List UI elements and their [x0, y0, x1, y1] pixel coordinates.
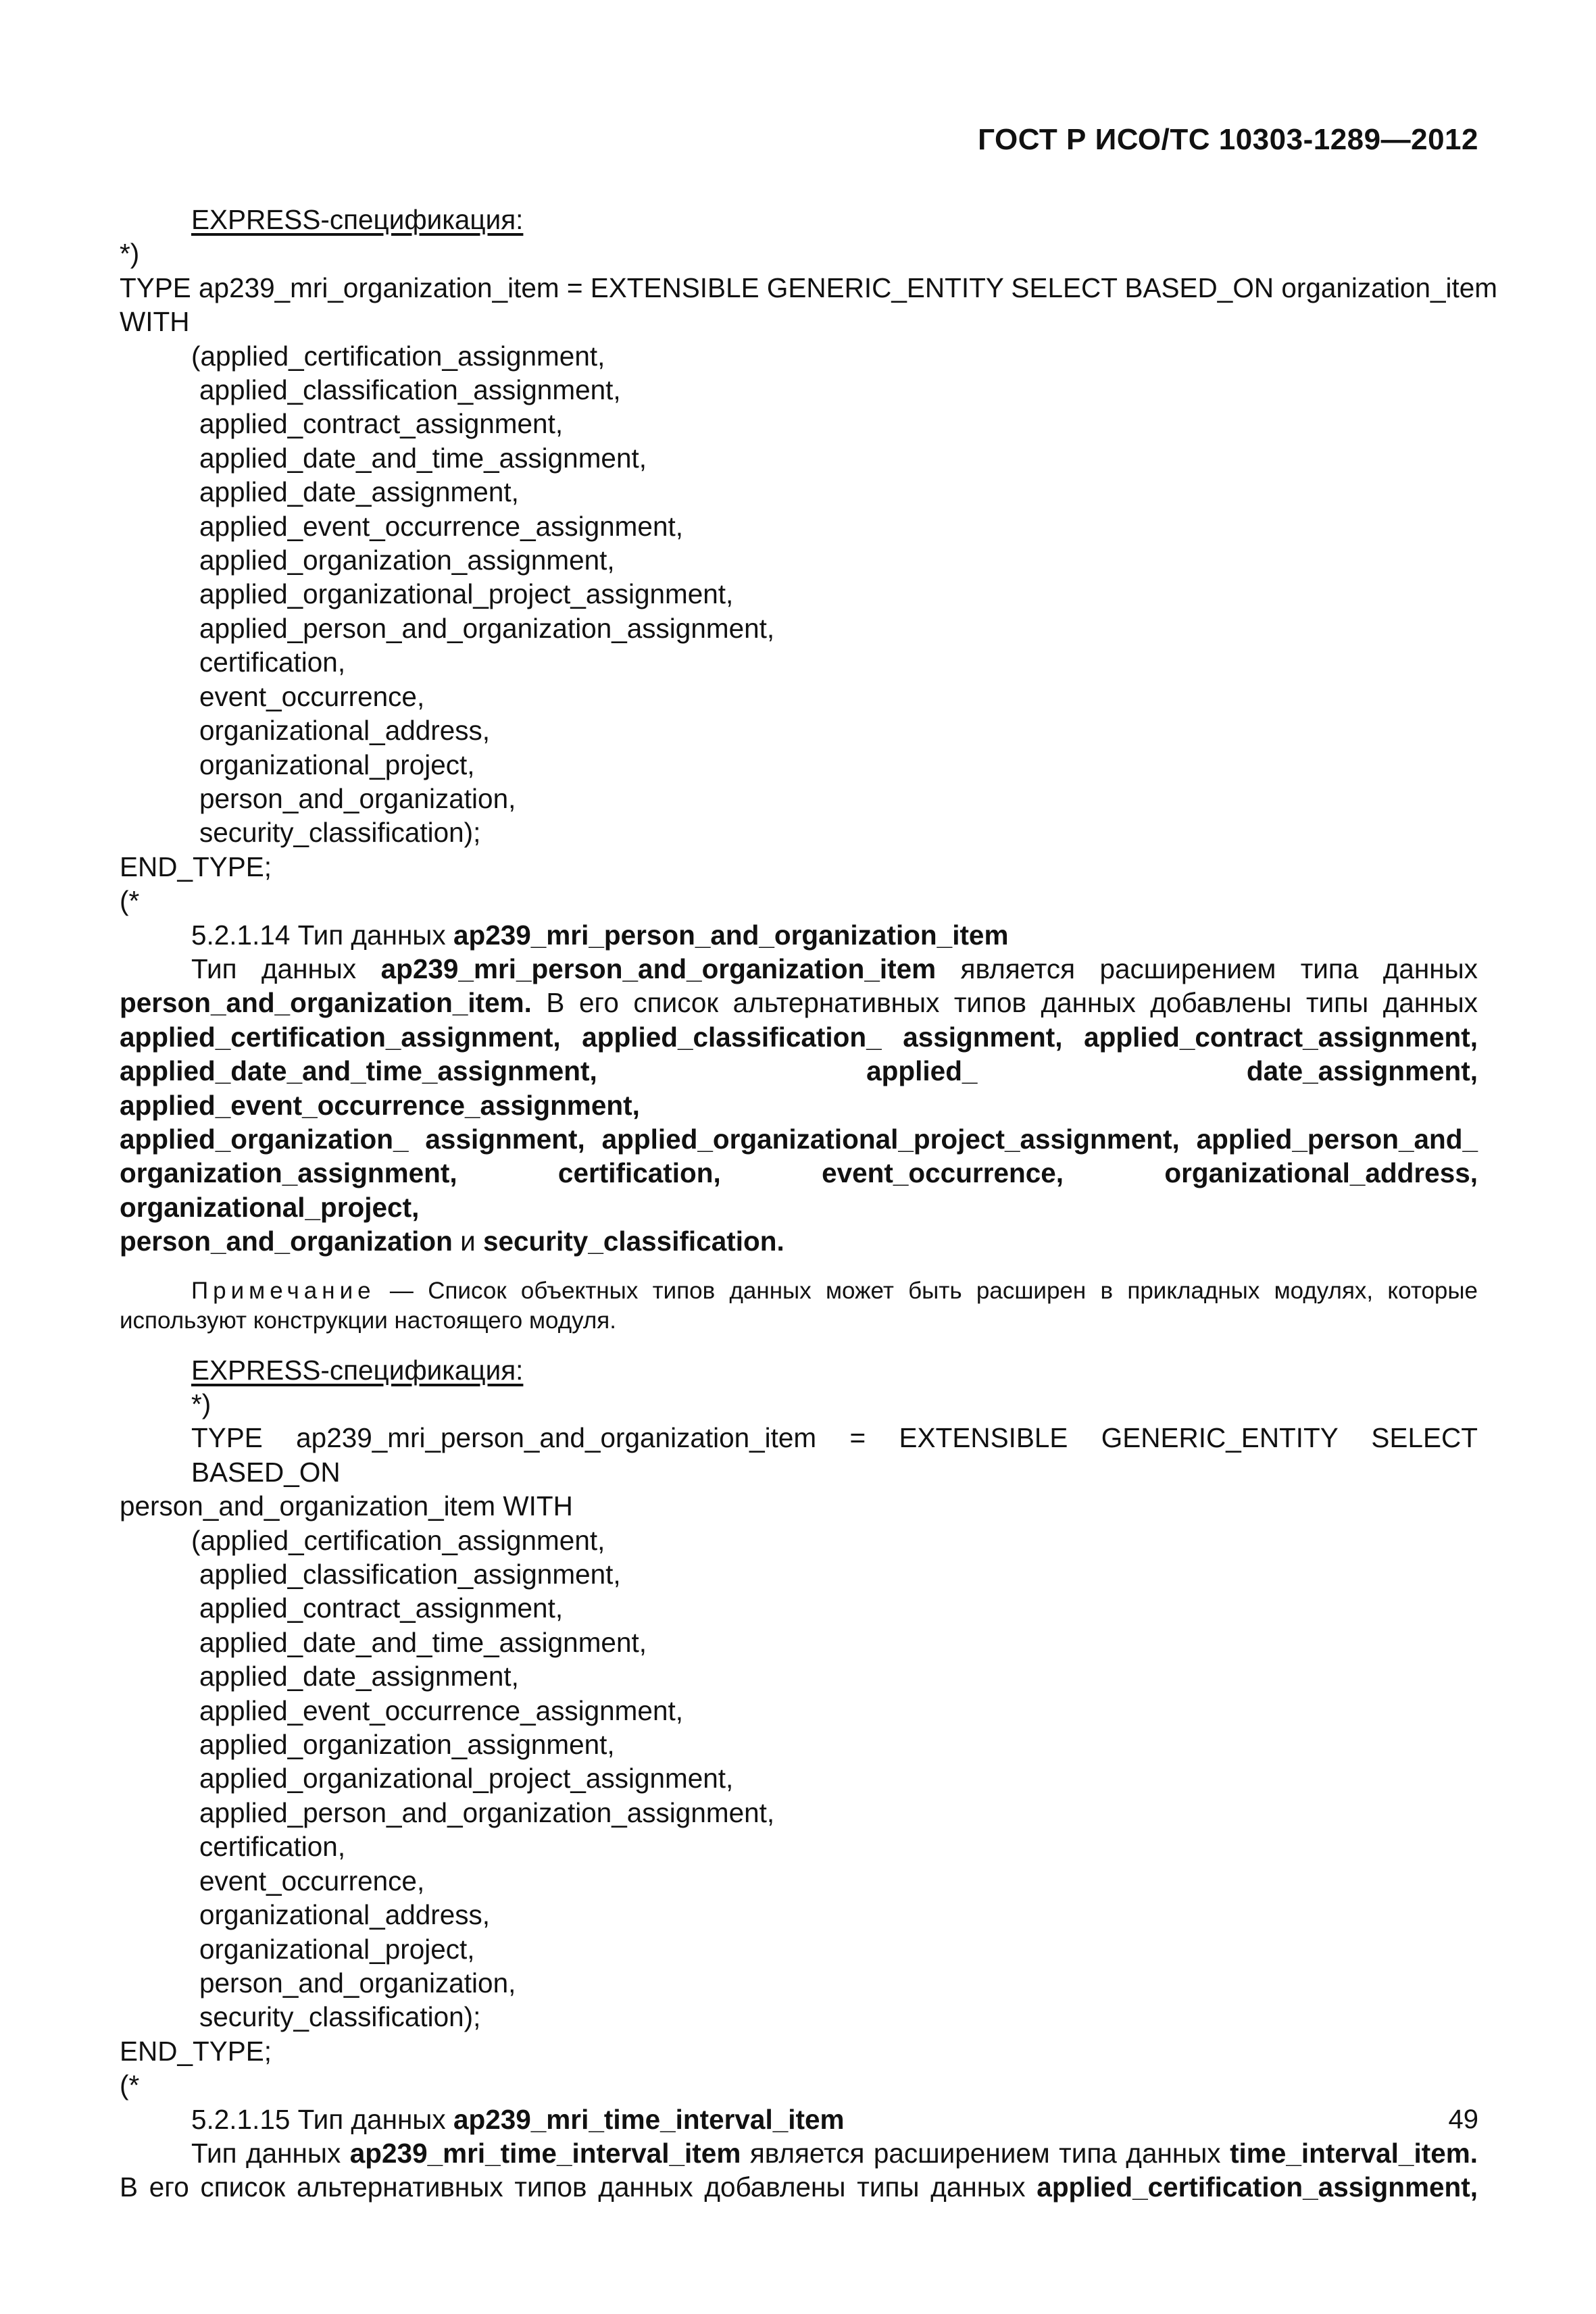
type-declaration-line: person_and_organization_item WITH — [120, 1490, 573, 1522]
close-comment: (* — [120, 885, 140, 917]
note-dash: — — [389, 1277, 414, 1304]
paragraph-bold-term: security_classification. — [482, 1226, 784, 1257]
select-item: applied_organizational_project_assignment, — [199, 1763, 734, 1794]
select-item: applied_date_and_time_assignment, — [199, 442, 647, 474]
select-item: applied_date_assignment, — [199, 476, 519, 508]
paragraph-line: organization_assignment, certification, event_occurrence, organizational_address, organizational_project, — [120, 1157, 1478, 1223]
note-line — [120, 1276, 1478, 1306]
select-item: applied_person_and_organization_assignment, — [199, 1796, 775, 1828]
select-item: applied_organization_assignment, — [199, 545, 615, 576]
select-item: organizational_project, — [199, 1933, 475, 1965]
select-item: security_classification); — [199, 2001, 481, 2033]
select-item: certification, — [199, 1831, 346, 1863]
select-item: organizational_address, — [199, 1899, 491, 1931]
type-declaration-line: TYPE ap239_mri_person_and_organization_item = EXTENSIBLE GENERIC_ENTITY SELECT BASED_ON — [191, 1422, 1478, 1488]
select-item: event_occurrence, — [199, 1865, 425, 1896]
paragraph-line — [120, 952, 1478, 986]
open-comment: *) — [120, 238, 140, 270]
paragraph-line — [120, 1224, 1478, 1258]
select-item: applied_classification_assignment, — [199, 374, 621, 406]
paragraph-text: Тип данных — [191, 2137, 341, 2169]
note-text: Список объектных типов данных может быть расширен в прикладных модулях, которые — [428, 1277, 1478, 1304]
select-item: applied_contract_assignment, — [199, 1592, 564, 1624]
select-item: event_occurrence, — [199, 680, 425, 712]
type-declaration-line: WITH — [120, 306, 190, 338]
paragraph-text: является расширением типа данных — [749, 2137, 1221, 2169]
select-item: organizational_project, — [199, 749, 475, 780]
clause-heading — [120, 2103, 1478, 2136]
paragraph-line: applied_date_and_time_assignment, applied_ date_assignment, applied_event_occurrence_assignment, — [120, 1055, 1478, 1121]
paragraph-line: applied_organization_ assignment, applied_organizational_project_assignment, applied_person_and_ — [120, 1123, 1478, 1155]
select-item: applied_person_and_organization_assignment, — [199, 612, 775, 644]
select-item: applied_contract_assignment, — [199, 408, 564, 440]
clause-heading-type-name: ap239_mri_time_interval_item — [453, 2103, 845, 2135]
select-item: (applied_certification_assignment, — [191, 340, 605, 372]
spacer — [120, 1336, 1478, 1353]
express-label — [120, 1353, 1478, 1387]
note-label: Примечание — [191, 1277, 376, 1304]
select-item: applied_organizational_project_assignment, — [199, 578, 734, 610]
clause-number: 5.2.1.14 — [191, 919, 291, 951]
spacer — [120, 1259, 1478, 1276]
clause-number: 5.2.1.15 — [191, 2103, 291, 2135]
select-item: certification, — [199, 647, 346, 678]
express-label-text: EXPRESS-спецификация: — [191, 204, 524, 235]
paragraph-bold-term: person_and_organization — [120, 1226, 453, 1257]
paragraph-text: Тип данных — [191, 953, 357, 984]
select-item: security_classification); — [199, 817, 481, 849]
clause-heading — [120, 918, 1478, 952]
select-item: applied_organization_assignment, — [199, 1729, 615, 1761]
paragraph-text: В его список альтернативных типов данных добавлены типы данных — [120, 2171, 1026, 2203]
paragraph-line: applied_certification_assignment, applied_classification_ assignment, applied_contract_assignment, — [120, 1021, 1478, 1053]
paragraph-text: и — [460, 1226, 476, 1257]
paragraph-line — [120, 986, 1478, 1020]
paragraph-bold-term: time_interval_item. — [1230, 2137, 1478, 2169]
page-content — [120, 203, 1498, 2205]
express-label-text: EXPRESS-спецификация: — [191, 1354, 524, 1386]
select-item: organizational_address, — [199, 715, 491, 747]
select-item: applied_date_assignment, — [199, 1661, 519, 1692]
select-item: applied_classification_assignment, — [199, 1559, 621, 1590]
page-number: 49 — [1448, 2105, 1478, 2134]
note-line: используют конструкции настоящего модуля. — [120, 1307, 616, 1334]
paragraph-bold-term: applied_certification_assignment, — [1037, 2171, 1478, 2203]
paragraph-bold-term: ap239_mri_person_and_organization_item — [380, 953, 937, 984]
type-declaration-line: TYPE ap239_mri_organization_item = EXTENSIBLE GENERIC_ENTITY SELECT BASED_ON organization_item — [120, 272, 1498, 303]
end-type: END_TYPE; — [120, 851, 272, 882]
select-item: (applied_certification_assignment, — [191, 1524, 605, 1556]
select-item: applied_event_occurrence_assignment, — [199, 1694, 683, 1726]
paragraph-line — [120, 2136, 1478, 2170]
paragraph-text: является расширением типа данных — [960, 953, 1478, 984]
end-type: END_TYPE; — [120, 2035, 272, 2067]
standard-code-header: ГОСТ Р ИСО/ТС 10303-1289—2012 — [978, 123, 1478, 156]
select-item: applied_date_and_time_assignment, — [199, 1626, 647, 1658]
clause-heading-prefix: Тип данных — [297, 919, 446, 951]
express-label — [120, 203, 1478, 236]
paragraph-line — [120, 2170, 1478, 2204]
clause-heading-prefix: Тип данных — [297, 2103, 446, 2135]
note-block — [120, 1276, 1478, 1336]
paragraph-text: В его список альтернативных типов данных добавлены типы данных — [546, 987, 1478, 1019]
paragraph-bold-term: ap239_mri_time_interval_item — [349, 2137, 741, 2169]
select-item: person_and_organization, — [199, 1967, 516, 1998]
open-comment: *) — [191, 1388, 211, 1419]
select-item: applied_event_occurrence_assignment, — [199, 510, 683, 542]
select-item: person_and_organization, — [199, 782, 516, 814]
clause-heading-type-name: ap239_mri_person_and_organization_item — [453, 919, 1009, 951]
paragraph-bold-term: person_and_organization_item. — [120, 987, 532, 1019]
close-comment: (* — [120, 2069, 140, 2101]
